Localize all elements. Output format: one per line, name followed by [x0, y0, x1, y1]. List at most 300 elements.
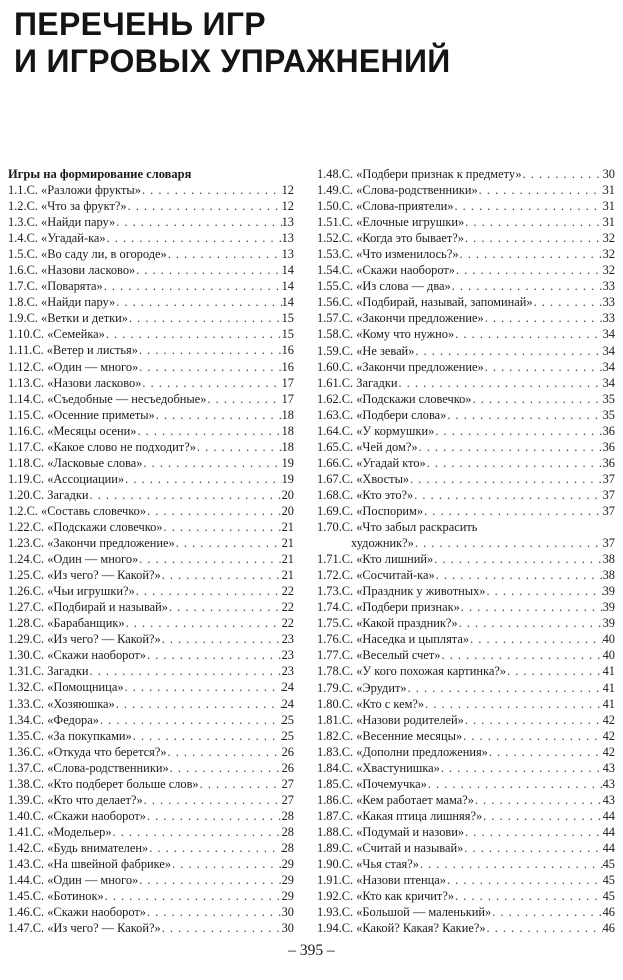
toc-entry-page: 42 — [602, 728, 615, 743]
toc-entry — [317, 503, 615, 519]
dot-leader — [414, 535, 603, 551]
toc-entry-page: 36 — [602, 423, 615, 438]
toc-entry — [8, 455, 294, 471]
dot-leader — [484, 359, 603, 375]
toc-entry-title: 1.71.С. «Кто лишний» — [317, 552, 434, 567]
toc-entry-page: 21 — [281, 519, 294, 534]
dot-leader — [138, 342, 282, 358]
dot-leader — [486, 920, 603, 936]
dot-leader — [115, 696, 282, 712]
dot-leader — [458, 615, 603, 631]
toc-entry-page: 19 — [281, 471, 294, 486]
toc-entry-page: 23 — [281, 632, 294, 647]
toc-entry — [8, 744, 294, 760]
toc-entry — [317, 599, 615, 615]
toc-entry-page: 31 — [602, 199, 615, 214]
toc-entry — [317, 776, 615, 792]
toc-entry-title: 1.90.С. «Чья стая?» — [317, 857, 419, 872]
dot-leader — [175, 535, 282, 551]
toc-entry-title: 1.37.С. «Слова-родственники» — [8, 760, 169, 775]
toc-entry — [317, 728, 615, 744]
toc-entry-title: 1.33.С. «Хозяюшка» — [8, 696, 115, 711]
dot-leader — [460, 599, 603, 615]
toc-entry-title: 1.14.С. «Съедобные — несъедобные» — [8, 391, 207, 406]
toc-entry-title: 1.78.С. «У кого похожая картинка?» — [317, 664, 507, 679]
toc-entry-page: 20 — [281, 503, 294, 518]
toc-entry-page: 23 — [281, 648, 294, 663]
toc-entry-title: 1.4.С. «Угадай-ка» — [8, 231, 106, 246]
toc-entry — [8, 760, 294, 776]
toc-entry — [8, 647, 294, 663]
toc-entry-title: 1.48.С. «Подбери признак к предмету» — [317, 167, 522, 181]
toc-entry-page: 37 — [602, 487, 615, 502]
toc-entry-page: 31 — [602, 215, 615, 230]
toc-entry-title: 1.42.С. «Будь внимателен» — [8, 840, 149, 855]
dot-leader — [435, 567, 603, 583]
dot-leader — [462, 728, 602, 744]
toc-entry — [317, 487, 615, 503]
toc-entry-title: 1.2.С. «Что за фрукт?» — [8, 199, 127, 214]
toc-entry-page: 29 — [281, 856, 294, 871]
toc-entry — [317, 824, 615, 840]
toc-entry — [317, 375, 615, 391]
toc-entry-page: 42 — [602, 744, 615, 759]
dot-leader — [155, 407, 282, 423]
toc-entry — [317, 920, 615, 936]
toc-entry-title: 1.19.С. «Ассоциации» — [8, 471, 125, 486]
toc-entry-page: 44 — [602, 824, 615, 839]
page-title — [14, 6, 451, 80]
dot-leader — [419, 856, 603, 872]
dot-leader — [104, 888, 282, 904]
toc-entry-continuation — [317, 535, 615, 551]
toc-entry-page: 33 — [602, 279, 615, 294]
dot-leader — [135, 583, 282, 599]
toc-entry-page: 17 — [281, 391, 294, 406]
toc-entry — [317, 792, 615, 808]
toc-entry — [8, 808, 294, 824]
toc-entry — [8, 278, 294, 294]
toc-entry-page: 29 — [281, 889, 294, 904]
toc-entry-page: 37 — [602, 471, 615, 486]
toc-entry-title: 1.70.С. «Что забыл раскрасить — [317, 520, 478, 535]
dot-leader — [474, 792, 603, 808]
toc-entry-page: 35 — [602, 407, 615, 422]
dot-leader — [206, 391, 281, 407]
toc-entry-page: 41 — [602, 696, 615, 711]
dot-leader — [433, 551, 602, 567]
toc-entry — [317, 278, 615, 294]
toc-entry — [317, 166, 615, 182]
toc-entry — [8, 182, 294, 198]
toc-entry-title: 1.15.С. «Осенние приметы» — [8, 407, 155, 422]
toc-entry-page: 22 — [281, 600, 294, 615]
toc-entry-page: 41 — [602, 664, 615, 679]
toc-entry — [8, 888, 294, 904]
toc-entry — [317, 230, 615, 246]
dot-leader — [522, 166, 603, 182]
toc-entry-page: 16 — [281, 343, 294, 358]
dot-leader — [146, 503, 282, 519]
toc-entry-page: 33 — [602, 295, 615, 310]
toc-entry-page: 36 — [602, 455, 615, 470]
toc-left-column — [8, 166, 294, 936]
toc-entry — [317, 326, 615, 342]
toc-entry-title: 1.55.С. «Из слова — два» — [317, 279, 451, 294]
dot-leader — [103, 278, 282, 294]
toc-entry-title: 1.39.С. «Кто что делает?» — [8, 792, 143, 807]
toc-entry-title: 1.75.С. «Какой праздник?» — [317, 616, 458, 631]
toc-entry — [317, 310, 615, 326]
toc-entry-page: 31 — [602, 183, 615, 198]
toc-entry — [8, 535, 294, 551]
toc-entry — [317, 583, 615, 599]
dot-leader — [464, 712, 603, 728]
toc-entry — [317, 246, 615, 262]
toc-entry-page: 14 — [281, 263, 294, 278]
toc-entry-page: 40 — [602, 632, 615, 647]
dot-leader — [485, 583, 602, 599]
toc-entry — [317, 647, 615, 663]
toc-entry-page: 34 — [602, 327, 615, 342]
dot-leader — [484, 310, 603, 326]
toc-entry-page: 38 — [602, 568, 615, 583]
dot-leader — [132, 728, 282, 744]
toc-entry — [317, 663, 615, 679]
toc-entry-title: 1.67.С. «Хвосты» — [317, 471, 410, 486]
toc-entry-title: 1.3.С. «Найди пару» — [8, 215, 116, 230]
toc-entry-page: 34 — [602, 359, 615, 374]
dot-leader — [167, 744, 282, 760]
dot-leader — [199, 776, 282, 792]
toc-right-column — [317, 166, 615, 936]
toc-entry-title: 1.86.С. «Кем работает мама?» — [317, 792, 474, 807]
dot-leader — [125, 615, 282, 631]
dot-leader — [148, 840, 281, 856]
toc-entry-page: 40 — [602, 648, 615, 663]
toc-entry — [8, 567, 294, 583]
toc-entry-title: 1.5.С. «Во саду ли, в огороде» — [8, 247, 167, 262]
toc-entry — [317, 471, 615, 487]
toc-entry-title: 1.43.С. «На швейной фабрике» — [8, 856, 172, 871]
toc-entry-page: 21 — [281, 568, 294, 583]
toc-entry-page: 28 — [281, 840, 294, 855]
dot-leader — [112, 824, 282, 840]
toc-entry-page: 46 — [602, 921, 615, 936]
toc-entry-page: 34 — [602, 343, 615, 358]
toc-entry-title: 1.57.С. «Закончи предложение» — [317, 311, 484, 326]
toc-entry-title: 1.62.С. «Подскажи словечко» — [317, 391, 472, 406]
toc-entry — [317, 214, 615, 230]
toc-entry-title: 1.31.С. Загадки — [8, 664, 89, 679]
toc-entry-title: 1.69.С. «Поспорим» — [317, 503, 424, 518]
toc-entry-title: 1.2.С. «Составь словечко» — [8, 503, 147, 518]
toc-entry-title: 1.68.С. «Кто это?» — [317, 487, 414, 502]
dot-leader — [115, 294, 281, 310]
toc-entry-page: 39 — [602, 616, 615, 631]
toc-entry-title: 1.74.С. «Подбери признак» — [317, 600, 460, 615]
toc-entry-title: 1.23.С. «Закончи предложение» — [8, 536, 175, 551]
dot-leader — [143, 792, 282, 808]
dot-leader — [124, 679, 282, 695]
toc-entry — [8, 776, 294, 792]
toc-entry-page: 26 — [281, 744, 294, 759]
toc-entry — [317, 182, 615, 198]
dot-leader — [168, 599, 282, 615]
dot-leader — [106, 230, 282, 246]
toc-entry-title: 1.32.С. «Помощница» — [8, 680, 124, 695]
dot-leader — [99, 712, 282, 728]
toc-entry-title: 1.63.С. «Подбери слова» — [317, 407, 447, 422]
toc-entry-page: 16 — [281, 359, 294, 374]
toc-entry-title: 1.47.С. «Из чего? — Какой?» — [8, 921, 161, 936]
toc-entry-title: 1.81.С. «Назови родителей» — [317, 712, 464, 727]
toc-entry — [317, 808, 615, 824]
dot-leader — [138, 551, 281, 567]
toc-entry-title: 1.17.С. «Какое слово не подходит?» — [8, 439, 196, 454]
toc-entry-title-continuation: художник?» — [351, 536, 414, 551]
dot-leader — [418, 439, 603, 455]
toc-entry — [317, 519, 615, 535]
toc-entry-title: 1.40.С. «Скажи наоборот» — [8, 808, 146, 823]
toc-entry-title: 1.53.С. «Что изменилось?» — [317, 247, 459, 262]
toc-entry-title: 1.60.С. «Закончи предложение» — [317, 359, 484, 374]
toc-entry — [317, 439, 615, 455]
toc-entry-title: 1.72.С. «Сосчитай-ка» — [317, 568, 435, 583]
dot-leader — [89, 487, 282, 503]
dot-leader — [464, 214, 602, 230]
toc-entry-title: 1.76.С. «Наседка и цыплята» — [317, 632, 470, 647]
toc-entry — [8, 696, 294, 712]
toc-entry-page: 43 — [602, 760, 615, 775]
toc-entry — [8, 407, 294, 423]
toc-entry-title: 1.34.С. «Федора» — [8, 712, 99, 727]
toc-entry — [8, 294, 294, 310]
toc-entry-title: 1.56.С. «Подбирай, называй, запоминай» — [317, 295, 533, 310]
dot-leader — [141, 182, 282, 198]
toc-entry-page: 25 — [281, 712, 294, 727]
toc-entry-title: 1.28.С. «Барабанщик» — [8, 616, 125, 631]
toc-entry-title: 1.30.С. «Скажи наоборот» — [8, 648, 146, 663]
dot-leader — [454, 888, 603, 904]
toc-entry-title: 1.51.С. «Елочные игрушки» — [317, 215, 465, 230]
toc-entry-page: 14 — [281, 295, 294, 310]
toc-entry — [317, 343, 615, 359]
dot-leader — [141, 375, 281, 391]
toc-entry-title: 1.18.С. «Ласковые слова» — [8, 455, 143, 470]
toc-entry — [8, 872, 294, 888]
toc-entry-page: 35 — [602, 391, 615, 406]
toc-entry-title: 1.87.С. «Какая птица лишняя?» — [317, 808, 483, 823]
toc-entry-page: 45 — [602, 857, 615, 872]
toc-entry-page: 15 — [281, 311, 294, 326]
dot-leader — [161, 920, 282, 936]
dot-leader — [138, 359, 281, 375]
toc-entry — [8, 246, 294, 262]
toc-entry — [317, 551, 615, 567]
toc-entry — [8, 599, 294, 615]
toc-entry-title: 1.59.С. «Не зевай» — [317, 343, 415, 358]
dot-leader — [146, 808, 282, 824]
toc-entry-page: 24 — [281, 696, 294, 711]
toc-entry-page: 41 — [602, 680, 615, 695]
toc-entry-title: 1.24.С. «Один — много» — [8, 552, 139, 567]
dot-leader — [196, 439, 282, 455]
dot-leader — [414, 343, 602, 359]
toc-entry-title: 1.27.С. «Подбирай и называй» — [8, 600, 168, 615]
toc-entry-page: 37 — [602, 503, 615, 518]
dot-leader — [441, 647, 603, 663]
dot-leader — [105, 326, 282, 342]
toc-entry — [8, 679, 294, 695]
toc-entry-title: 1.50.С. «Слова-приятели» — [317, 199, 454, 214]
toc-entry — [8, 262, 294, 278]
toc-entry-title: 1.6.С. «Назови ласково» — [8, 263, 136, 278]
toc-entry-title: 1.1.С. «Разложи фрукты» — [8, 183, 141, 197]
toc-entry-title: 1.36.С. «Откуда что берется?» — [8, 744, 167, 759]
toc-entry-title: 1.16.С. «Месяцы осени» — [8, 423, 137, 438]
toc-entry-title: 1.52.С. «Когда это бывает?» — [317, 231, 464, 246]
toc-entry-title: 1.12.С. «Один — много» — [8, 359, 139, 374]
dot-leader — [161, 631, 282, 647]
toc-entry-page: 22 — [281, 584, 294, 599]
toc-entry-title: 1.65.С. «Чей дом?» — [317, 439, 418, 454]
dot-leader — [163, 519, 282, 535]
toc-entry — [8, 326, 294, 342]
dot-leader — [446, 407, 602, 423]
dot-leader — [491, 904, 602, 920]
toc-entry-page: 24 — [281, 680, 294, 695]
toc-entry — [8, 663, 294, 679]
toc-entry — [317, 262, 615, 278]
toc-entry-page: 23 — [281, 664, 294, 679]
toc-entry-title: 1.49.С. «Слова-родственники» — [317, 183, 478, 198]
section-heading: Игры на формирование словаря — [8, 167, 192, 181]
toc-entry — [8, 423, 294, 439]
toc-entry — [317, 407, 615, 423]
toc-entry-title: 1.26.С. «Чьи игрушки?» — [8, 584, 135, 599]
toc-entry — [317, 198, 615, 214]
toc-entry — [8, 856, 294, 872]
toc-entry-page: 30 — [602, 167, 615, 181]
toc-entry-page: 32 — [602, 263, 615, 278]
toc-entry — [317, 455, 615, 471]
toc-entry-title: 1.85.С. «Почемучка» — [317, 776, 427, 791]
toc-entry — [8, 214, 294, 230]
toc-entry — [8, 904, 294, 920]
toc-entry-page: 26 — [281, 760, 294, 775]
toc-entry-page: 14 — [281, 279, 294, 294]
toc-entry — [317, 359, 615, 375]
dot-leader — [167, 246, 282, 262]
toc-entry-title: 1.79.С. «Эрудит» — [317, 680, 407, 695]
toc-entry-page: 46 — [602, 905, 615, 920]
toc-entry — [317, 760, 615, 776]
title-line-2: И ИГРОВЫХ УПРАЖНЕНИЙ — [14, 43, 451, 79]
toc-entry-page: 18 — [281, 407, 294, 422]
toc-entry-title: 1.29.С. «Из чего? — Какой?» — [8, 632, 161, 647]
toc-entry-page: 12 — [281, 199, 294, 214]
toc-entry-page: 33 — [602, 311, 615, 326]
toc-entry-page: 28 — [281, 808, 294, 823]
dot-leader — [136, 423, 281, 439]
toc-entry — [317, 423, 615, 439]
toc-entry-page: 28 — [281, 824, 294, 839]
dot-leader — [472, 391, 603, 407]
toc-entry-page: 34 — [602, 375, 615, 390]
dot-leader — [427, 776, 603, 792]
toc-entry-title: 1.46.С. «Скажи наоборот» — [8, 905, 146, 920]
dot-leader — [124, 471, 281, 487]
toc-entry-title: 1.58.С. «Кому что нужно» — [317, 327, 455, 342]
toc-entry-page: 18 — [281, 439, 294, 454]
toc-entry — [317, 856, 615, 872]
toc-entry — [8, 728, 294, 744]
toc-entry — [317, 631, 615, 647]
toc-entry-title: 1.44.С. «Один — много» — [8, 873, 139, 888]
toc-entry-page: 32 — [602, 231, 615, 246]
toc-entry — [317, 294, 615, 310]
toc-entry — [8, 359, 294, 375]
toc-entry-page: 27 — [281, 776, 294, 791]
dot-leader — [455, 262, 603, 278]
toc-entry-page: 32 — [602, 247, 615, 262]
toc-entry-page: 38 — [602, 552, 615, 567]
dot-leader — [423, 503, 603, 519]
toc-entry — [8, 342, 294, 358]
toc-entry-title: 1.35.С. «За покупками» — [8, 728, 132, 743]
toc-entry-title: 1.25.С. «Из чего? — Какой?» — [8, 568, 161, 583]
toc-entry — [317, 712, 615, 728]
toc-entry — [8, 551, 294, 567]
toc-entry-title: 1.9.С. «Ветки и детки» — [8, 311, 128, 326]
dot-leader — [469, 631, 603, 647]
toc-entry — [8, 198, 294, 214]
dot-leader — [478, 182, 603, 198]
toc-entry — [8, 503, 294, 519]
toc-entry — [8, 840, 294, 856]
toc-entry-title: 1.80.С. «Кто с кем?» — [317, 696, 425, 711]
toc-entry — [317, 696, 615, 712]
page-number: – 395 – — [288, 942, 335, 959]
toc-entry — [8, 712, 294, 728]
dot-leader — [138, 872, 281, 888]
toc-entry-title: 1.11.С. «Ветер и листья» — [8, 343, 138, 358]
toc-entry-page: 30 — [281, 921, 294, 936]
toc-entry-page: 42 — [602, 712, 615, 727]
dot-leader — [398, 375, 603, 391]
toc-entry-page: 20 — [281, 487, 294, 502]
toc-entry — [8, 391, 294, 407]
toc-entry — [8, 487, 294, 503]
dot-leader — [142, 455, 281, 471]
dot-leader — [128, 310, 282, 326]
toc-entry-title: 1.89.С. «Считай и называй» — [317, 840, 464, 855]
toc-entry — [8, 375, 294, 391]
toc-entry — [317, 567, 615, 583]
dot-leader — [161, 567, 282, 583]
toc-entry-page: 45 — [602, 889, 615, 904]
toc-entry-title: 1.41.С. «Модельер» — [8, 824, 112, 839]
toc-entry-title: 1.91.С. «Назови птенца» — [317, 873, 446, 888]
dot-leader — [464, 230, 603, 246]
toc-entry-page: 25 — [281, 728, 294, 743]
dot-leader — [464, 824, 603, 840]
dot-leader — [446, 872, 603, 888]
toc-entry — [8, 230, 294, 246]
toc-entry — [317, 840, 615, 856]
toc-entry-title: 1.20.С. Загадки — [8, 487, 89, 502]
